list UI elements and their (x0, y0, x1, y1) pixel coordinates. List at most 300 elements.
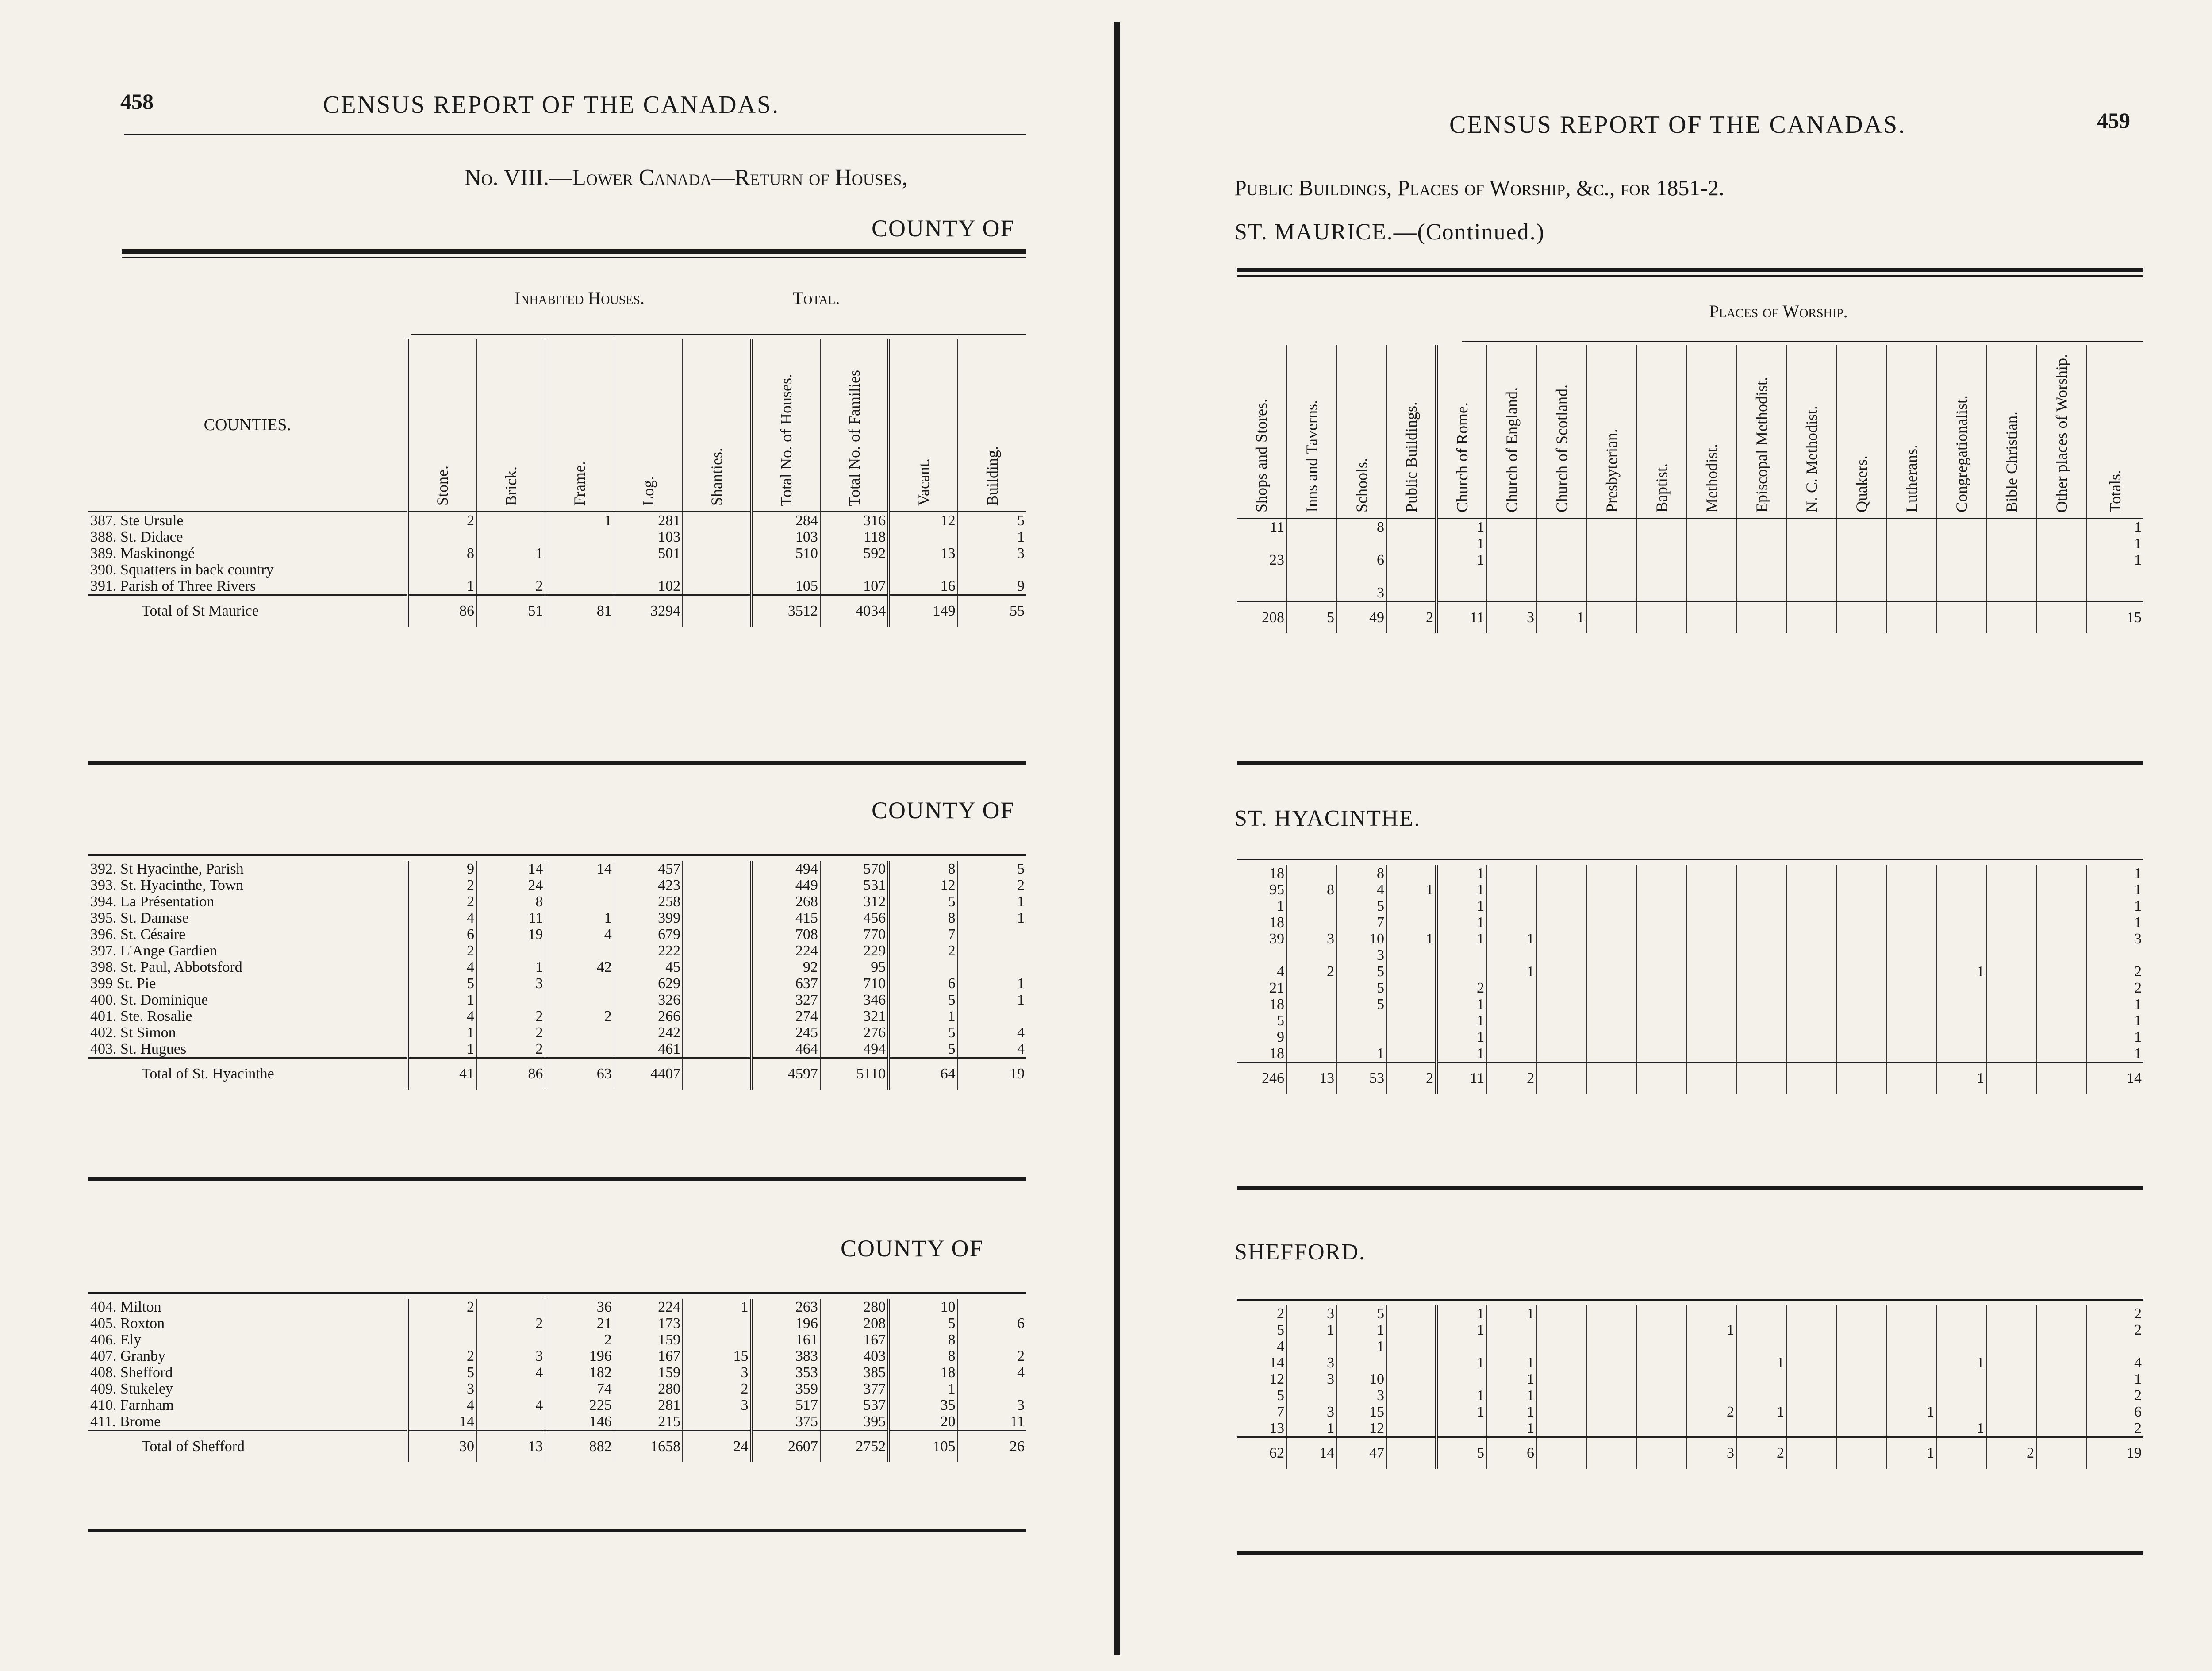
cell: 5 (408, 975, 476, 992)
cell (1836, 865, 1886, 882)
cell: 15 (683, 1348, 751, 1364)
cell: 2 (2086, 1322, 2143, 1338)
cell: 6 (889, 975, 957, 992)
total-cell: 55 (958, 595, 1026, 627)
cell: 281 (614, 512, 683, 529)
table-row (88, 975, 1026, 992)
cell: 167 (614, 1348, 683, 1364)
cell: 1 (1436, 552, 1486, 568)
cell (1237, 535, 1286, 552)
cell (1386, 963, 1436, 980)
column-header-label: Baptist. (1652, 463, 1671, 512)
cell: 2 (408, 893, 476, 910)
cell: 266 (614, 1008, 683, 1024)
cell (1986, 1404, 2036, 1420)
cell: 1 (1436, 1387, 1486, 1404)
table-row (1237, 1029, 2143, 1045)
cell: 274 (751, 1008, 820, 1024)
cell (1386, 1420, 1436, 1437)
cell (1736, 1305, 1786, 1322)
row-name: 387. Ste Ursule (90, 512, 184, 529)
cell: 8 (889, 1348, 957, 1364)
cell (1886, 568, 1936, 585)
cell (958, 1008, 1026, 1024)
total-cell: 2607 (751, 1431, 820, 1463)
row-name: 395. St. Damase (90, 910, 189, 926)
total-cell: 1 (1536, 602, 1586, 634)
cell (1286, 947, 1336, 963)
cell: 5 (408, 1364, 476, 1381)
cell (1486, 996, 1536, 1013)
cell (1386, 568, 1436, 585)
cell: 2 (476, 1024, 545, 1041)
cell (1636, 585, 1686, 602)
cell (1786, 914, 1836, 931)
cell: 1 (1436, 865, 1486, 882)
cell (1386, 980, 1436, 996)
cell: 3 (683, 1397, 751, 1413)
cell: 4 (545, 926, 614, 943)
total-cell: 149 (889, 595, 957, 627)
cell (1686, 996, 1736, 1013)
column-header (1836, 345, 1886, 519)
cell (1636, 552, 1686, 568)
cell: 1 (1936, 1355, 1986, 1371)
cell (1886, 931, 1936, 947)
cell: 4 (2086, 1355, 2143, 1371)
cell: 375 (751, 1413, 820, 1431)
row-name: 398. St. Paul, Abbotsford (90, 959, 242, 975)
total-cell: 1658 (614, 1431, 683, 1463)
cell: 8 (889, 1332, 957, 1348)
cell (1636, 519, 1686, 536)
table-row (1237, 568, 2143, 585)
cell: 2 (1436, 980, 1486, 996)
cell (1536, 585, 1586, 602)
cell: 531 (820, 877, 889, 893)
table-row (1237, 1322, 2143, 1338)
total-cell (1786, 1063, 1836, 1094)
total-cell (1536, 1063, 1586, 1094)
cell (1586, 1013, 1636, 1029)
cell (1486, 552, 1536, 568)
cell (683, 1008, 751, 1024)
cell (1636, 931, 1686, 947)
cell (1436, 1338, 1486, 1355)
column-header-label: Church of England. (1502, 387, 1521, 512)
total-cell (2036, 602, 2086, 634)
cell (1486, 898, 1536, 914)
cell (958, 926, 1026, 943)
cell (1786, 963, 1836, 980)
cell (1486, 947, 1536, 963)
cell (1386, 947, 1436, 963)
total-cell (683, 1058, 751, 1090)
total-cell (1536, 1437, 1586, 1469)
column-header (1386, 345, 1436, 519)
row-name: 391. Parish of Three Rivers (90, 578, 256, 594)
cell (1836, 1371, 1886, 1387)
cell: 359 (751, 1381, 820, 1397)
cell (1636, 898, 1686, 914)
column-header-label: Lutherans. (1902, 445, 1920, 512)
county-label-1: COUNTY OF (872, 215, 1015, 242)
cell (1386, 1045, 1436, 1063)
cell: 102 (614, 578, 683, 595)
cell (1986, 1371, 2036, 1387)
total-cell: 2 (1986, 1437, 2036, 1469)
cell: 222 (614, 943, 683, 959)
cell: 16 (889, 578, 957, 595)
cell: 1 (408, 992, 476, 1008)
cell (683, 512, 751, 529)
cell: 1 (545, 512, 614, 529)
cell (1686, 535, 1736, 552)
column-header (683, 339, 751, 512)
cell (1636, 1338, 1686, 1355)
column-header (1536, 345, 1586, 519)
cell: 1 (1486, 931, 1536, 947)
cell: 708 (751, 926, 820, 943)
right-page-number: 459 (2097, 108, 2130, 133)
cell (1536, 519, 1586, 536)
cell (1336, 535, 1386, 552)
cell: 1 (408, 1024, 476, 1041)
cell: 1 (1736, 1355, 1786, 1371)
cell (1237, 568, 1286, 585)
total-cell: 3 (1486, 602, 1536, 634)
cell: 1 (958, 992, 1026, 1008)
cell: 146 (545, 1413, 614, 1431)
cell (1686, 1338, 1736, 1355)
row-name: 392. St Hyacinthe, Parish (90, 861, 244, 877)
column-header (1886, 345, 1936, 519)
cell (1386, 552, 1436, 568)
cell: 1 (1486, 963, 1536, 980)
total-cell: 13 (1286, 1063, 1336, 1094)
cell: 12 (1336, 1420, 1386, 1437)
cell (1586, 980, 1636, 996)
cell (1836, 552, 1886, 568)
cell: 11 (476, 910, 545, 926)
cell: 8 (1286, 882, 1336, 898)
total-cell: 15 (2086, 602, 2143, 634)
section-title-shefford: SHEFFORD. (1234, 1240, 1366, 1265)
cell (545, 1041, 614, 1058)
cell (1686, 519, 1736, 536)
cell (1786, 1013, 1836, 1029)
cell (545, 578, 614, 595)
table-row (88, 512, 1026, 529)
column-header (751, 339, 820, 512)
cell: 18 (1269, 1045, 1284, 1062)
cell (1836, 1045, 1886, 1063)
cell (1986, 898, 2036, 914)
cell (1536, 1404, 1586, 1420)
cell: 2 (408, 512, 476, 529)
cell (1536, 865, 1586, 882)
cell: 2 (408, 1348, 476, 1364)
cell: 2 (476, 1041, 545, 1058)
cell (1936, 947, 1986, 963)
column-header (1237, 345, 1286, 519)
cell (889, 562, 957, 578)
total-cell: 53 (1336, 1063, 1386, 1094)
cell: 1 (408, 1041, 476, 1058)
cell: 7 (1277, 1404, 1284, 1420)
cell: 1 (1436, 1029, 1486, 1045)
total-cell: 5 (1436, 1437, 1486, 1469)
cell (683, 926, 751, 943)
cell (1536, 914, 1586, 931)
total-name: Total of Shefford (88, 1431, 408, 1463)
cell (1536, 963, 1586, 980)
cell (1536, 535, 1586, 552)
total-cell (1586, 1063, 1636, 1094)
group-inhabited: Inhabited Houses. (515, 288, 645, 308)
cell (1986, 535, 2036, 552)
cell: 353 (751, 1364, 820, 1381)
cell: 8 (1336, 865, 1386, 882)
cell (1286, 914, 1336, 931)
cell (1586, 1371, 1636, 1387)
cell (1936, 585, 1986, 602)
cell (1636, 1029, 1686, 1045)
cell: 18 (1269, 914, 1284, 931)
cell (1736, 535, 1786, 552)
cell: 2 (2086, 1305, 2143, 1322)
cell (1986, 914, 2036, 931)
cell (1386, 585, 1436, 602)
row-name: 402. St Simon (90, 1024, 176, 1041)
cell: 385 (820, 1364, 889, 1381)
cell (1736, 1029, 1786, 1045)
cell: 5 (1336, 980, 1386, 996)
cell (1586, 963, 1636, 980)
cell (1636, 1371, 1686, 1387)
cell: 4 (408, 1397, 476, 1413)
total-cell: 47 (1336, 1437, 1386, 1469)
cell: 1 (1286, 1322, 1336, 1338)
cell (1936, 1029, 1986, 1045)
cell: 9 (408, 861, 476, 877)
cell: 10 (889, 1299, 957, 1315)
cell (1586, 947, 1636, 963)
cell: 1 (2086, 882, 2143, 898)
cell: 4 (958, 1024, 1026, 1041)
cell (1836, 1029, 1886, 1045)
cell (1586, 865, 1636, 882)
cell: 2 (408, 943, 476, 959)
cell (1686, 1387, 1736, 1404)
cell (1536, 1371, 1586, 1387)
cell (1686, 914, 1736, 931)
cell: 10 (1336, 1371, 1386, 1387)
total-row (1237, 1063, 2143, 1094)
cell (1586, 1029, 1636, 1045)
cell (1886, 914, 1936, 931)
cell: 2 (889, 943, 957, 959)
table-row (88, 1299, 1026, 1315)
cell: 1 (2086, 535, 2143, 552)
cell: 4 (408, 959, 476, 975)
cell: 11 (1270, 519, 1284, 535)
table-row (88, 861, 1026, 877)
cell: 245 (751, 1024, 820, 1041)
cell (2086, 568, 2143, 585)
table-row (1237, 1387, 2143, 1404)
cell (1586, 914, 1636, 931)
cell (1986, 1322, 2036, 1338)
cell (1636, 914, 1686, 931)
column-header (1586, 345, 1636, 519)
total-cell (1786, 602, 1836, 634)
column-header (614, 339, 683, 512)
total-cell: 2752 (820, 1431, 889, 1463)
cell: 1 (2086, 914, 2143, 931)
cell (1836, 963, 1886, 980)
cell: 173 (614, 1315, 683, 1332)
cell (958, 1332, 1026, 1348)
cell (1386, 1371, 1436, 1387)
cell: 312 (820, 893, 889, 910)
table-row (1237, 898, 2143, 914)
row-name: 408. Shefford (90, 1364, 173, 1381)
cell (1536, 1355, 1586, 1371)
total-cell (1936, 1437, 1986, 1469)
cell (1886, 980, 1936, 996)
total-cell: 2 (1386, 602, 1436, 634)
cell: 4 (476, 1397, 545, 1413)
table-row (88, 992, 1026, 1008)
cell: 1 (1436, 1322, 1486, 1338)
table-row (1237, 947, 2143, 963)
cell: 710 (820, 975, 889, 992)
cell (1986, 865, 2036, 882)
cell: 3 (958, 1397, 1026, 1413)
houses-table-st-maurice (88, 339, 1026, 627)
cell (1936, 552, 1986, 568)
cell (1936, 1305, 1986, 1322)
cell (1286, 996, 1336, 1013)
table-row (1237, 1305, 2143, 1322)
column-header (1686, 345, 1736, 519)
column-header-label: Inns and Taverns. (1302, 400, 1321, 512)
cell (1986, 1355, 2036, 1371)
cell (1786, 1371, 1836, 1387)
cell: 2 (545, 1332, 614, 1348)
cell (1636, 1305, 1686, 1322)
cell (1936, 1013, 1986, 1029)
cell: 1 (545, 910, 614, 926)
cell (476, 992, 545, 1008)
cell (1636, 568, 1686, 585)
cell: 5 (889, 1024, 957, 1041)
cell: 399 (614, 910, 683, 926)
cell: 1 (1336, 1045, 1386, 1063)
cell (545, 992, 614, 1008)
cell (1736, 898, 1786, 914)
cell: 263 (751, 1299, 820, 1315)
cell (958, 943, 1026, 959)
cell: 2 (958, 877, 1026, 893)
cell: 1 (1336, 1338, 1386, 1355)
cell (1286, 535, 1336, 552)
cell (1336, 1013, 1386, 1029)
cell (1636, 1420, 1686, 1437)
cell (476, 1413, 545, 1431)
table-row (1237, 1371, 2143, 1387)
column-header (958, 339, 1026, 512)
cell (1736, 585, 1786, 602)
cell: 8 (889, 861, 957, 877)
cell: 346 (820, 992, 889, 1008)
column-header (2086, 345, 2143, 519)
cell: 5 (1336, 963, 1386, 980)
column-header (1786, 345, 1836, 519)
cell (545, 943, 614, 959)
cell (1636, 1013, 1686, 1029)
total-cell (1836, 602, 1886, 634)
total-cell: 105 (889, 1431, 957, 1463)
cell: 1 (1436, 1355, 1486, 1371)
total-cell: 26 (958, 1431, 1026, 1463)
table-row (88, 926, 1026, 943)
cell (2036, 552, 2086, 568)
total-cell: 62 (1237, 1437, 1286, 1469)
row-name: 409. Stukeley (90, 1381, 173, 1397)
cell (1786, 882, 1836, 898)
cell: 24 (476, 877, 545, 893)
cell: 494 (751, 861, 820, 877)
cell: 12 (1269, 1371, 1284, 1387)
cell: 105 (751, 578, 820, 595)
cell (1686, 552, 1736, 568)
cell (2036, 898, 2086, 914)
cell (1886, 519, 1936, 536)
total-row (88, 1431, 1026, 1463)
cell: 1 (2086, 996, 2143, 1013)
cell: 15 (1336, 1404, 1386, 1420)
cell (1986, 1420, 2036, 1437)
cell: 1 (1936, 963, 1986, 980)
total-row (1237, 602, 2143, 634)
cell: 1 (1936, 1420, 1986, 1437)
cell (1836, 1355, 1886, 1371)
cell (1936, 865, 1986, 882)
cell: 2 (683, 1381, 751, 1397)
cell: 1 (2086, 1045, 2143, 1063)
cell (1536, 882, 1586, 898)
cell: 1 (1436, 914, 1486, 931)
cell (958, 1381, 1026, 1397)
cell: 1 (1436, 1045, 1486, 1063)
cell: 6 (2086, 1404, 2143, 1420)
cell (476, 1381, 545, 1397)
cell: 2 (408, 1299, 476, 1315)
cell (1336, 568, 1386, 585)
cell: 456 (820, 910, 889, 926)
cell (1536, 1013, 1586, 1029)
cell (1686, 1371, 1736, 1387)
header-row (1237, 345, 2143, 519)
cell: 1 (2086, 519, 2143, 536)
column-header (476, 339, 545, 512)
cell (2036, 1029, 2086, 1045)
table-row (88, 1348, 1026, 1364)
cell: 517 (751, 1397, 820, 1413)
cell (1686, 1355, 1736, 1371)
